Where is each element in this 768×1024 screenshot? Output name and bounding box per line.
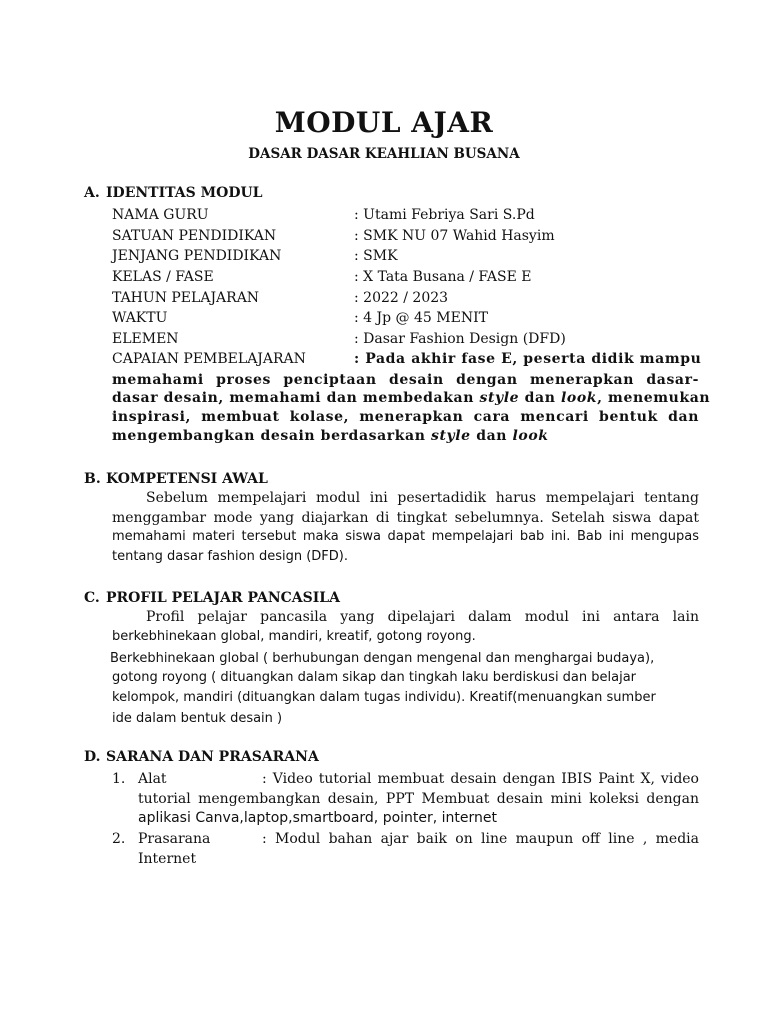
identity-value: : SMK NU 07 Wahid Hasyim bbox=[354, 228, 555, 244]
document-subtitle: DASAR DASAR KEAHLIAN BUSANA bbox=[248, 146, 520, 162]
section-letter: A. bbox=[84, 185, 100, 201]
section-letter: B. bbox=[84, 471, 101, 487]
capaian-emphasis: style bbox=[430, 428, 471, 444]
paragraph-line: berkebhinekaan global, mandiri, kreatif, gotong royong. bbox=[112, 629, 476, 644]
identity-value: : Dasar Fashion Design (DFD) bbox=[354, 331, 566, 347]
capaian-line: memahami proses penciptaan desain dengan menerapkan dasar- bbox=[112, 372, 699, 388]
paragraph-line: tentang dasar fashion design (DFD). bbox=[112, 549, 348, 564]
paragraph-line: Berkebhinekaan global ( berhubungan dengan mengenal dan menghargai budaya), bbox=[110, 651, 655, 666]
document-title: MODUL AJAR bbox=[274, 106, 494, 139]
list-text: aplikasi Canva,laptop,smartboard, pointer, internet bbox=[138, 810, 498, 826]
paragraph-line: kelompok, mandiri (dituangkan dalam tugas individu). Kreatif(menuangkan sumber bbox=[112, 690, 656, 705]
section-a-heading bbox=[84, 185, 263, 201]
capaian-emphasis: look bbox=[512, 428, 549, 444]
identity-value: : 2022 / 2023 bbox=[354, 290, 449, 306]
identity-row bbox=[112, 207, 535, 223]
capaian-text: : Pada akhir fase E, peserta didik mampu bbox=[354, 351, 702, 367]
paragraph-line: ide dalam bentuk desain ) bbox=[112, 711, 283, 726]
identity-label: WAKTU bbox=[112, 310, 168, 326]
identity-label: TAHUN PELAJARAN bbox=[112, 290, 260, 306]
capaian-label: CAPAIAN PEMBELAJARAN bbox=[112, 351, 306, 367]
capaian-emphasis: look bbox=[561, 390, 598, 406]
identity-label: ELEMEN bbox=[112, 331, 179, 347]
list-label: Prasarana bbox=[138, 831, 211, 847]
section-letter: C. bbox=[84, 590, 100, 606]
paragraph-line: memahami materi tersebut maka siswa dapat mempelajari bab ini. Bab ini mengupas bbox=[112, 529, 699, 544]
identity-label: KELAS / FASE bbox=[112, 269, 214, 285]
identity-row bbox=[112, 310, 488, 326]
identity-label: SATUAN PENDIDIKAN bbox=[112, 228, 277, 244]
capaian-line: inspirasi, membuat kolase, menerapkan cara mencari bentuk dan bbox=[112, 409, 699, 425]
paragraph-line: menggambar mode yang diajarkan di tingkat sebelumnya. Setelah siswa dapat bbox=[112, 510, 699, 526]
identity-row bbox=[112, 269, 532, 285]
identity-row bbox=[112, 290, 449, 306]
identity-value: : SMK bbox=[354, 248, 398, 264]
section-title: PROFIL PELAJAR PANCASILA bbox=[106, 590, 341, 606]
capaian-line bbox=[112, 390, 711, 406]
section-c-heading bbox=[84, 590, 340, 606]
section-b-heading bbox=[84, 471, 268, 487]
section-title: IDENTITAS MODUL bbox=[106, 185, 263, 201]
identity-value: : X Tata Busana / FASE E bbox=[354, 269, 532, 285]
section-title: KOMPETENSI AWAL bbox=[106, 471, 268, 487]
capaian-text: dan bbox=[476, 428, 508, 444]
capaian-line bbox=[112, 351, 702, 367]
list-text: tutorial mengembangkan desain, PPT Membuat desain mini koleksi dengan bbox=[138, 791, 699, 807]
paragraph-line: Sebelum mempelajari modul ini pesertadidik harus mempelajari tentang bbox=[146, 490, 699, 506]
section-letter: D. bbox=[84, 749, 101, 765]
list-number: 1. bbox=[112, 771, 126, 787]
list-text: : Modul bahan ajar baik on line maupun off line , media bbox=[262, 831, 699, 847]
capaian-emphasis: style bbox=[479, 390, 520, 406]
identity-value: : Utami Febriya Sari S.Pd bbox=[354, 207, 535, 223]
identity-row bbox=[112, 248, 398, 264]
list-text: : Video tutorial membuat desain dengan IBIS Paint X, video bbox=[262, 771, 699, 787]
list-number: 2. bbox=[112, 831, 126, 847]
paragraph-line: gotong royong ( dituangkan dalam sikap dan tingkah laku berdiskusi dan belajar bbox=[112, 670, 637, 685]
capaian-text: dan bbox=[524, 390, 556, 406]
identity-label: JENJANG PENDIDIKAN bbox=[112, 248, 282, 264]
identity-value: : 4 Jp @ 45 MENIT bbox=[354, 310, 488, 326]
paragraph-line: Profil pelajar pancasila yang dipelajari dalam modul ini antara lain bbox=[146, 609, 699, 625]
list-text: Internet bbox=[138, 851, 197, 867]
capaian-text: , menemukan bbox=[597, 390, 711, 406]
identity-row bbox=[112, 228, 555, 244]
identity-row bbox=[112, 331, 566, 347]
capaian-line bbox=[112, 428, 699, 444]
list-label: Alat bbox=[138, 771, 167, 787]
identity-label: NAMA GURU bbox=[112, 207, 209, 223]
capaian-text: dasar desain, memahami dan membedakan bbox=[112, 390, 474, 406]
section-d-heading bbox=[84, 749, 319, 765]
section-title: SARANA DAN PRASARANA bbox=[106, 749, 319, 765]
capaian-text: mengembangkan desain berdasarkan bbox=[112, 428, 426, 444]
